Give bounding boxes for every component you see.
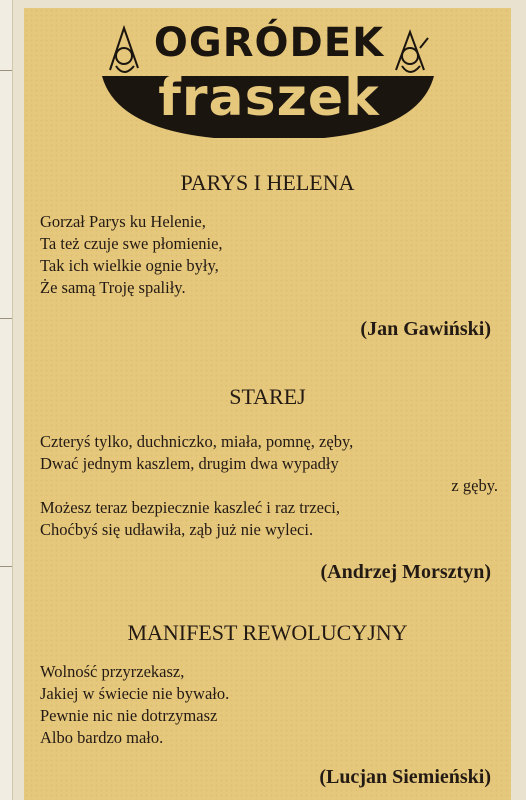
- verse-line: z gęby.: [451, 476, 498, 495]
- edge-line: [0, 566, 12, 567]
- edge-line: [0, 70, 12, 71]
- edge-line: [0, 318, 12, 319]
- adjacent-page-edge: [0, 0, 13, 800]
- verse-line: Wolność przyrzekasz,: [40, 662, 185, 681]
- masthead: [24, 8, 511, 158]
- poem-verse: [40, 211, 500, 299]
- verse-line: Że samą Troję spaliły.: [40, 278, 186, 297]
- poem-title: PARYS I HELENA: [180, 170, 355, 195]
- poem-author: (Andrzej Morsztyn): [320, 561, 491, 583]
- verse-line: Gorzał Parys ku Helenie,: [40, 212, 206, 231]
- verse-line: Możesz teraz bezpiecznie kaszleć i raz trzeci,: [40, 498, 341, 517]
- poem-verse: [40, 431, 500, 541]
- verse-line: Ta też czuje swe płomienie,: [40, 234, 223, 253]
- masthead-title-top: OGRÓDEK: [153, 20, 385, 66]
- poem-author: (Jan Gawiński): [360, 318, 491, 340]
- masthead-title-bottom: fraszek: [158, 68, 380, 128]
- verse-line: Jakiej w świecie nie bywało.: [40, 684, 230, 703]
- verse-line: Pewnie nic nie dotrzymasz: [40, 706, 218, 725]
- poem-title: MANIFEST REWOLUCYJNY: [127, 620, 408, 645]
- verse-line: Tak ich wielkie ognie były,: [40, 256, 219, 275]
- newspaper-column: [24, 8, 511, 800]
- verse-line: Czteryś tylko, duchniczko, miała, pomnę, zęby,: [40, 432, 354, 451]
- poem-verse: [40, 661, 500, 749]
- poem-author: (Lucjan Siemieński): [319, 766, 491, 788]
- poem-title: STAREJ: [229, 384, 306, 409]
- verse-line: Dwać jednym kaszlem, drugim dwa wypadły: [40, 454, 339, 473]
- verse-line: Albo bardzo mało.: [40, 728, 164, 747]
- verse-line: Choćbyś się udławiła, ząb już nie wyleci.: [40, 520, 314, 539]
